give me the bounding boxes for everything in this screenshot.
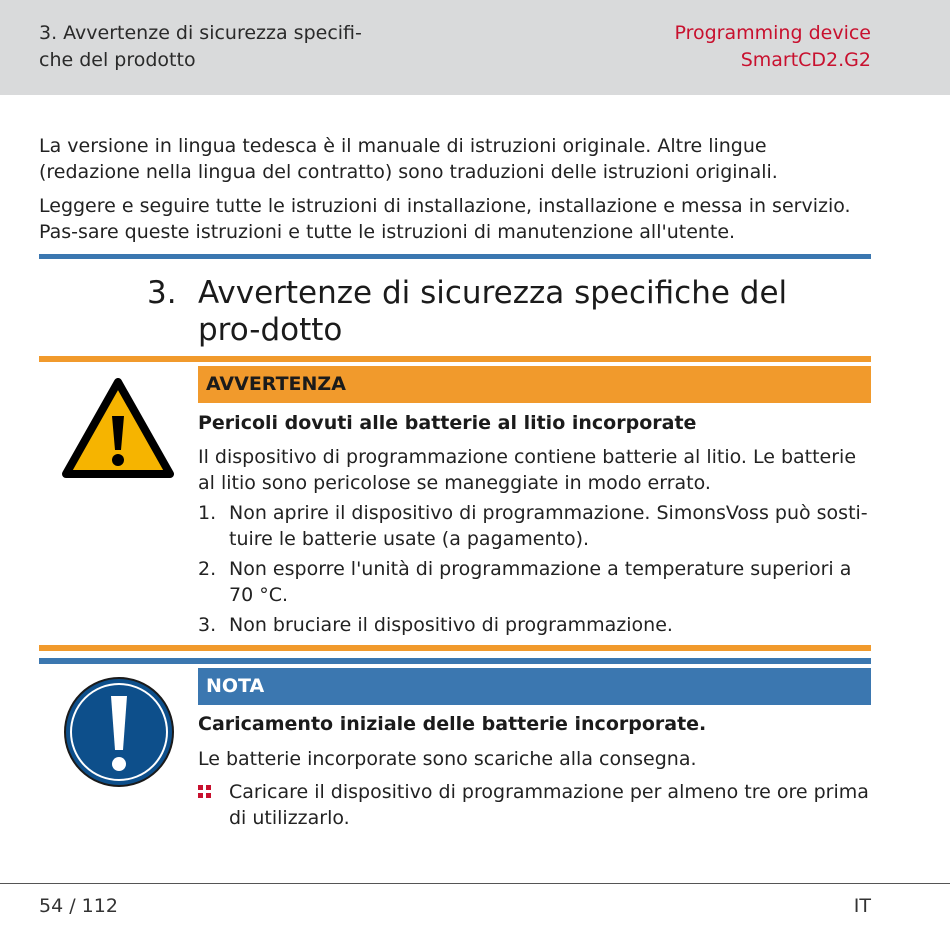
language-code: IT	[853, 895, 871, 917]
section-title: Avvertenze di sicurezza specifiche del pro-dotto	[198, 275, 788, 348]
intro-text	[39, 133, 871, 253]
page-number: 54 / 112	[39, 895, 118, 917]
footer-divider	[0, 883, 950, 884]
note-label: NOTA	[198, 668, 871, 705]
warning-subtitle: Pericoli dovuti alle batterie al litio incorporate	[198, 412, 697, 434]
header-section-title: 3. Avvertenze di sicurezza specifi- che del prodotto	[39, 22, 362, 71]
warning-top-rule	[39, 356, 871, 362]
section-number: 3.	[147, 275, 177, 311]
note-text: Le batterie incorporate sono scariche alla consegna.	[198, 748, 697, 770]
warning-triangle-icon	[62, 378, 174, 480]
list-item: 3. Non bruciare il dispositivo di programmazione.	[198, 614, 673, 636]
intro-paragraph-2: Leggere e seguire tutte le istruzioni di installazione, installazione e messa in servizio. Pas-sare queste istruzioni e tutte le istruzioni di manutenzione all'utente.	[39, 195, 851, 243]
list-item: 2. Non esporre l'unità di programmazione a temperature superiori a 70 °C.	[198, 558, 852, 606]
warning-list	[198, 500, 870, 642]
list-item: Caricare il dispositivo di programmazione per almeno tre ore prima di utilizzarlo.	[198, 779, 870, 831]
exclamation-circle-icon	[63, 676, 175, 788]
warning-label: AVVERTENZA	[198, 366, 871, 403]
intro-paragraph-1: La versione in lingua tedesca è il manuale di istruzioni originale. Altre lingue (redazione nella lingua del contratto) sono traduzioni delle istruzioni originali.	[39, 135, 778, 183]
page-header	[0, 0, 950, 95]
list-item: 1. Non aprire il dispositivo di programmazione. SimonsVoss può sosti-tuire le batterie usate (a pagamento).	[198, 502, 868, 550]
warning-text: Il dispositivo di programmazione contiene batterie al litio. Le batterie al litio sono pericolose se maneggiate in modo errato.	[198, 446, 857, 494]
action-bullet-icon	[198, 785, 212, 799]
note-action-list	[198, 779, 870, 835]
warning-bottom-rule	[39, 645, 871, 651]
header-product-name: Programming device SmartCD2.G2	[674, 22, 871, 71]
note-subtitle: Caricamento iniziale delle batterie incorporate.	[198, 713, 707, 735]
section-divider	[39, 254, 871, 259]
note-top-rule	[39, 658, 871, 664]
